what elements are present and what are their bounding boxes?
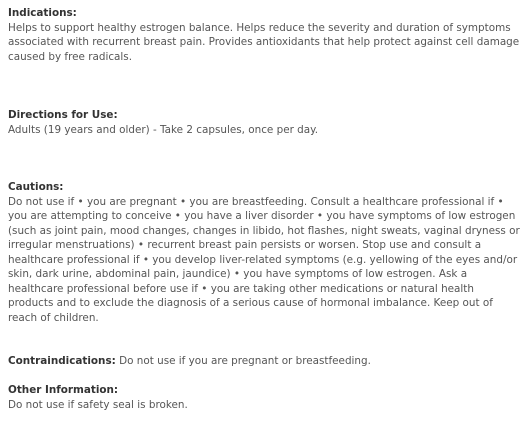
contraindications-heading: Contraindications: xyxy=(8,355,116,367)
other-information-section xyxy=(8,383,522,412)
contraindications-section xyxy=(8,354,522,369)
cautions-section xyxy=(8,180,522,325)
directions-text: Adults (19 years and older) - Take 2 capsules, once per day. xyxy=(8,123,319,136)
cautions-text: Do not use if • you are pregnant • you are breastfeeding. Consult a healthcare professional if • you are attempting to conceive • you have a liver disorder • you have symptoms of low estrogen (such as joint pain, mood changes, changes in libido, hot flashes, night sweats, vaginal dryness or irregular menstruations) • recurrent breast pain persists or worsen. Stop use and consult a healthcare professional if • you develop liver-related symptoms (e.g. yellowing of the eyes and/or skin, dark urine, abdominal pain, jaundice) • you have symptoms of low estrogen. Ask a healthcare professional before use if • you are taking other medications or natural health products and to exclude the diagnosis of a serious cause of hormonal imbalance. Keep out of reach of children. xyxy=(8,195,520,324)
contraindications-text: Do not use if you are pregnant or breastfeeding. xyxy=(119,355,371,367)
indications-text: Helps to support healthy estrogen balance. Helps reduce the severity and duration of symptoms associated with recurrent breast pain. Provides antioxidants that help protect against cell damage caused by free radicals. xyxy=(8,21,520,63)
other-information-text: Do not use if safety seal is broken. xyxy=(8,398,188,411)
other-information-heading: Other Information: xyxy=(8,384,119,396)
indications-heading: Indications: xyxy=(8,7,77,19)
indications-section xyxy=(8,6,522,64)
cautions-heading: Cautions: xyxy=(8,181,64,193)
directions-section xyxy=(8,108,522,137)
directions-heading: Directions for Use: xyxy=(8,109,118,121)
